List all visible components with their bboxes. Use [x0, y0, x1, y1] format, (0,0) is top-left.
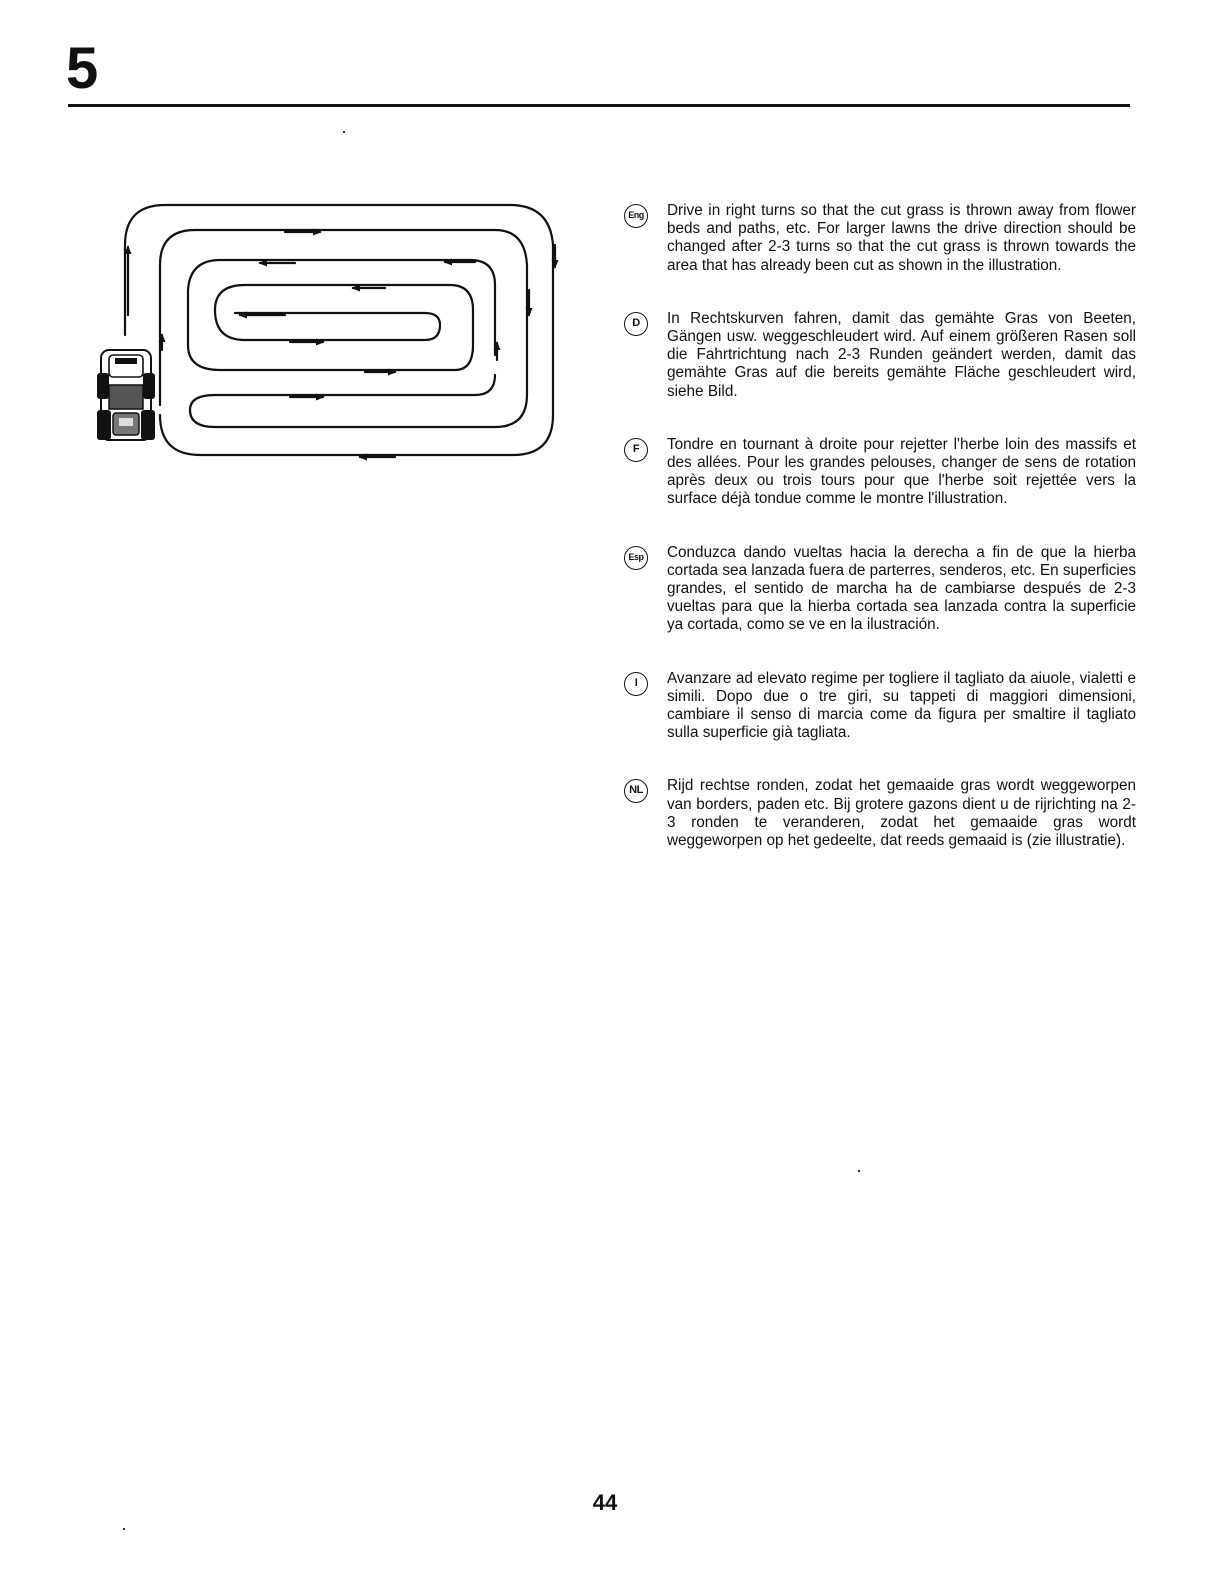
scan-speck [123, 1528, 125, 1530]
scan-speck [858, 1170, 860, 1172]
paragraph-text: Avanzare ad elevato regime per togliere il tagliato da aiuole, vialetti e simili. Dopo due o tre giri, su tappeti di maggiori dimensioni, cambiare il senso di marcia come da figura per smaltire il tagliato sulla superficie già tagliata. [667, 669, 1136, 742]
riding-mower-icon [97, 350, 155, 440]
paragraph-text: Rijd rechtse ronden, zodat het gemaaide gras wordt weggeworpen van borders, paden etc. Bij grotere gazons dient u de rijrichting na 2-3 ronden te veranderen, zodat het gemaaide gras wordt weggeworpen op het gedeelte, dat reeds gemaaid is (zie illustratie). [667, 777, 1136, 850]
paragraph-text: In Rechtskurven fahren, damit das gemähte Gras von Beeten, Gängen usw. weggeschleudert wird. Auf einem größeren Rasen soll die Fahrtrichtung nach 2-3 Runden geändert werden, damit das gemähte Gras auf die bereits gemähte Fläche geschleudert wird, siehe Bild. [667, 309, 1136, 400]
header-rule [68, 104, 1130, 107]
language-badge-nl: NL [624, 779, 648, 803]
paragraph-text: Drive in right turns so that the cut grass is thrown away from flower beds and paths, etc. For larger lawns the drive direction should be changed after 2-3 turns so that the cut grass is thrown towards the area that has already been cut as shown in the illustration. [667, 202, 1136, 274]
paragraph-text: Conduzca dando vueltas hacia la derecha a fin de que la hierba cortada sea lanzada fuera de parterres, senderos, etc. En superficies grandes, el sentido de marcha ha de cambiarse después de 2-3 vueltas para que la hierba cortada sea lanzada contra la superficie ya cortada, como se ve en la ilustración. [667, 543, 1136, 634]
paragraph-spanish [622, 544, 1136, 635]
scan-speck [343, 131, 345, 133]
language-badge-eng: Eng [624, 204, 648, 228]
language-badge-d: D [624, 312, 648, 336]
paragraph-italian [622, 670, 1136, 743]
mowing-pattern-diagram [95, 195, 565, 470]
paragraph-french [622, 436, 1136, 509]
paragraph-german [622, 310, 1136, 401]
paragraph-dutch [622, 777, 1136, 850]
third-path [188, 260, 495, 370]
language-badge-i: I [624, 672, 648, 696]
outer-path [125, 205, 553, 455]
paragraph-text: Tondre en tournant à droite pour rejetter l'herbe loin des massifs et des allées. Pour les grandes pelouses, changer de sens de rotation après deux ou trois tours pour que l'herbe soit rejettée vers la surface déjà tondue comme le montre l'illustration. [667, 435, 1136, 508]
language-badge-f: F [624, 438, 648, 462]
instructions-column [622, 202, 1136, 885]
paragraph-english [622, 202, 1136, 275]
chapter-number: 5 [66, 36, 98, 101]
page-number: 44 [592, 1490, 618, 1515]
language-badge-esp: Esp [624, 546, 648, 570]
